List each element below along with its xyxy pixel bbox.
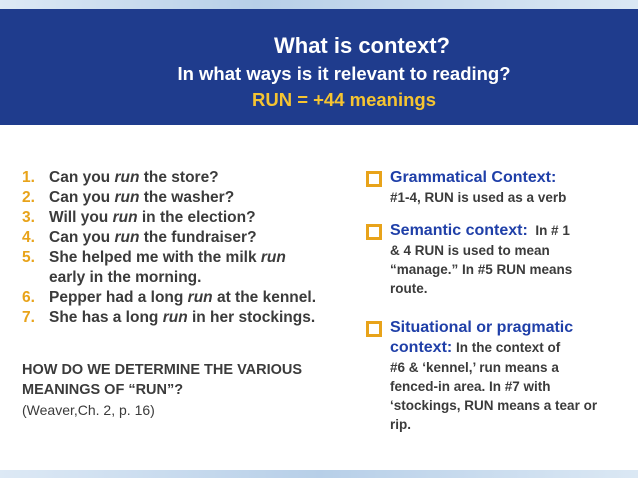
context-text: #6 & ‘kennel,’ run means a fenced-in area. In #7 with ‘stockings, RUN means a tear or rip.: [390, 360, 598, 432]
question-list: [22, 168, 322, 328]
question-item: 6. Pepper had a long run at the kennel.: [22, 289, 317, 306]
questions-column: [22, 168, 322, 421]
run-meanings-line: RUN = +44 meanings: [251, 89, 437, 110]
slide-header: [0, 9, 638, 125]
bottom-decor-strip: [0, 470, 638, 478]
context-text: & 4 RUN is used to mean “manage.” In #5 RUN means route.: [390, 243, 573, 296]
context-inline-text: In the context of: [452, 340, 561, 355]
slide-subtitle: In what ways is it relevant to reading?: [177, 63, 511, 84]
question-item: 5. She helped me with the milk run early in the morning.: [22, 249, 286, 286]
question-item: 7. She has a long run in her stockings.: [22, 309, 316, 326]
square-bullet-icon: [366, 224, 382, 240]
contexts-column: [366, 168, 600, 448]
context-text: #1-4, RUN is used as a verb: [390, 190, 567, 205]
context-grammatical: [366, 168, 600, 207]
context-heading: Semantic context:: [390, 222, 528, 239]
how-question: HOW DO WE DETERMINE THE VARIOUS MEANINGS OF “RUN”? (Weaver,Ch. 2, p. 16): [22, 362, 303, 418]
context-heading: Grammatical Context:: [390, 169, 557, 186]
context-situational: [366, 318, 600, 434]
question-item: 1. Can you run the store?: [22, 169, 219, 186]
question-item: 2. Can you run the washer?: [22, 189, 235, 206]
question-item: 3. Will you run in the election?: [22, 209, 256, 226]
slide-title: What is context?: [273, 33, 450, 58]
context-inline-text: In # 1: [527, 223, 570, 238]
context-heading: Situational or pragmatic context:: [390, 319, 574, 356]
square-bullet-icon: [366, 321, 382, 337]
question-item: 4. Can you run the fundraiser?: [22, 229, 257, 246]
square-bullet-icon: [366, 171, 382, 187]
citation: (Weaver,Ch. 2, p. 16): [22, 402, 155, 418]
context-semantic: [366, 221, 600, 298]
top-decor-strip: [0, 0, 638, 9]
